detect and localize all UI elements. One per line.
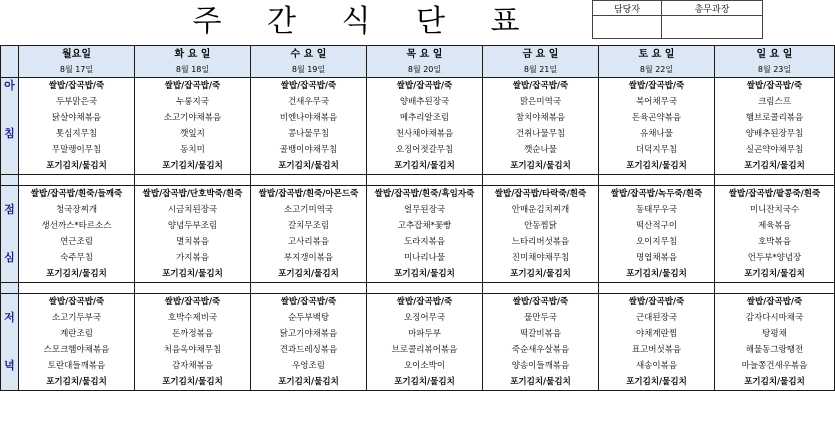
- menu-item: 포기김치/물김치: [19, 266, 135, 283]
- menu-item: 쌀밥/잡곡밥/죽: [367, 294, 483, 311]
- menu-item: 누룽지국: [135, 94, 251, 110]
- meal-label: [1, 294, 19, 311]
- menu-item: 떡산적구이: [599, 218, 715, 234]
- menu-item: 참치야채볶음: [483, 110, 599, 126]
- menu-item: 포기김치/물김치: [483, 374, 599, 391]
- menu-item: 마파두부: [367, 326, 483, 342]
- spacer-cell: [367, 175, 483, 186]
- signoff-header-manager: 담당자: [593, 1, 662, 16]
- menu-item: 포기김치/물김치: [135, 158, 251, 175]
- menu-item: 소고기야채볶음: [135, 110, 251, 126]
- menu-item: 도라지볶음: [367, 234, 483, 250]
- menu-item: 쌀밥/잡곡밥/죽: [367, 78, 483, 95]
- menu-item: 오징어무국: [367, 310, 483, 326]
- meal-label: [1, 326, 19, 342]
- menu-item: 양배추된장국: [367, 94, 483, 110]
- menu-item: 죽순새우살볶음: [483, 342, 599, 358]
- menu-item: 쌀밥/잡곡밥/흰죽/흑임자죽: [367, 186, 483, 203]
- spacer-cell: [19, 175, 135, 186]
- day-name-header: 수 요 일: [251, 46, 367, 64]
- spacer-cell: [599, 175, 715, 186]
- menu-item: 부지갱이볶음: [251, 250, 367, 266]
- menu-item: 청국장찌개: [19, 202, 135, 218]
- day-date-header: 8월 19일: [251, 63, 367, 78]
- menu-item: 해물동그랑땡전: [715, 342, 835, 358]
- menu-item: 호박볶음: [715, 234, 835, 250]
- menu-item: 연근조림: [19, 234, 135, 250]
- meal-label: [1, 218, 19, 234]
- menu-item: 햄브로콜리볶음: [715, 110, 835, 126]
- menu-item: 콩나물무침: [251, 126, 367, 142]
- menu-item: 오징어젓갈무침: [367, 142, 483, 158]
- menu-item: 포기김치/물김치: [599, 374, 715, 391]
- menu-item: 쌀밥/잡곡밥/죽: [19, 78, 135, 95]
- menu-item: 쌀밥/잡곡밥/죽: [483, 78, 599, 95]
- menu-item: 처음옥야채무침: [135, 342, 251, 358]
- meal-label: [1, 186, 19, 203]
- menu-item: 생선까스*타르소스: [19, 218, 135, 234]
- menu-item: 시금치된장국: [135, 202, 251, 218]
- menu-item: 건새우무국: [251, 94, 367, 110]
- spacer-cell: [715, 175, 835, 186]
- menu-item: 돈육곤약볶음: [599, 110, 715, 126]
- menu-item: 메추리알조림: [367, 110, 483, 126]
- spacer-cell: [367, 283, 483, 294]
- meal-label: [1, 234, 19, 250]
- spacer-cell: [251, 283, 367, 294]
- menu-item: 안동찜닭: [483, 218, 599, 234]
- menu-item: 쌀밥/잡곡밥/흰죽/아몬드죽: [251, 186, 367, 203]
- meal-label: 심: [1, 250, 19, 266]
- menu-item: 포기김치/물김치: [251, 374, 367, 391]
- menu-item: 양념두부조림: [135, 218, 251, 234]
- menu-item: 더덕지무침: [599, 142, 715, 158]
- menu-item: 포기김치/물김치: [599, 158, 715, 175]
- menu-item: 실곤약야채무침: [715, 142, 835, 158]
- day-name-header: 일 요 일: [715, 46, 835, 64]
- day-date-header: 8월 20일: [367, 63, 483, 78]
- spacer-cell: [483, 175, 599, 186]
- menu-item: 포기김치/물김치: [715, 266, 835, 283]
- menu-item: 안매운김치찌개: [483, 202, 599, 218]
- day-name-header: 화 요 일: [135, 46, 251, 64]
- menu-item: 쌀밥/잡곡밥/죽: [135, 78, 251, 95]
- meal-label: [1, 374, 19, 391]
- meal-label: 저: [1, 310, 19, 326]
- menu-item: 쌀밥/잡곡밥/단호박죽/흰죽: [135, 186, 251, 203]
- day-date-header: 8월 21일: [483, 63, 599, 78]
- menu-item: 멸치볶음: [135, 234, 251, 250]
- menu-item: 포기김치/물김치: [715, 158, 835, 175]
- menu-item: 양송이들깨볶음: [483, 358, 599, 374]
- menu-item: 호박수제비국: [135, 310, 251, 326]
- menu-item: 고추잡채*꽃빵: [367, 218, 483, 234]
- meal-label: 녁: [1, 358, 19, 374]
- menu-item: 탕평채: [715, 326, 835, 342]
- menu-item: 닭살야채볶음: [19, 110, 135, 126]
- menu-item: 쌀밥/잡곡밥/죽: [599, 78, 715, 95]
- menu-item: 포기김치/물김치: [135, 374, 251, 391]
- spacer-cell: [19, 283, 135, 294]
- meal-label: 침: [1, 126, 19, 142]
- menu-item: 비엔나야채볶음: [251, 110, 367, 126]
- menu-item: 우엉조림: [251, 358, 367, 374]
- menu-item: 돈까정볶음: [135, 326, 251, 342]
- menu-item: 감자다시마채국: [715, 310, 835, 326]
- menu-item: 떡갈비볶음: [483, 326, 599, 342]
- menu-item: 쌀밥/잡곡밥/팥콩죽/흰죽: [715, 186, 835, 203]
- menu-item: 유채나물: [599, 126, 715, 142]
- meal-label: [1, 142, 19, 158]
- spacer-cell: [599, 283, 715, 294]
- meal-label: [1, 175, 19, 186]
- menu-item: 쌀밥/잡곡밥/타락죽/흰죽: [483, 186, 599, 203]
- day-name-header: 토 요 일: [599, 46, 715, 64]
- corner-cell: [1, 63, 19, 78]
- menu-item: 얼무된장국: [367, 202, 483, 218]
- menu-item: 소고기미역국: [251, 202, 367, 218]
- spacer-cell: [715, 283, 835, 294]
- menu-item: 제육볶음: [715, 218, 835, 234]
- menu-item: 양배추된장무침: [715, 126, 835, 142]
- menu-item: 포기김치/물김치: [19, 374, 135, 391]
- menu-item: 쌀밥/잡곡밥/녹두죽/흰죽: [599, 186, 715, 203]
- menu-item: 느타리버섯볶음: [483, 234, 599, 250]
- menu-item: 물만두국: [483, 310, 599, 326]
- menu-item: 감자채볶음: [135, 358, 251, 374]
- menu-item: 포기김치/물김치: [483, 266, 599, 283]
- menu-item: 쌀밥/잡곡밥/죽: [599, 294, 715, 311]
- menu-item: 포기김치/물김치: [367, 158, 483, 175]
- menu-item: 쌀밥/잡곡밥/흰죽/들깨죽: [19, 186, 135, 203]
- menu-item: 미니잔치국수: [715, 202, 835, 218]
- menu-item: 오이지무침: [599, 234, 715, 250]
- menu-item: 숙주무침: [19, 250, 135, 266]
- menu-item: 포기김치/물김치: [367, 266, 483, 283]
- spacer-cell: [251, 175, 367, 186]
- signoff-box-director[interactable]: [662, 16, 763, 39]
- menu-item: 무말랭이무침: [19, 142, 135, 158]
- menu-item: 포기김치/물김치: [367, 374, 483, 391]
- menu-item: 북어채무국: [599, 94, 715, 110]
- day-date-header: 8월 22일: [599, 63, 715, 78]
- meal-label: 점: [1, 202, 19, 218]
- menu-item: 쌀밥/잡곡밥/죽: [715, 294, 835, 311]
- day-name-header: 금 요 일: [483, 46, 599, 64]
- weekly-menu-table: [0, 45, 835, 391]
- meal-label: [1, 94, 19, 110]
- menu-item: 명엽채볶음: [599, 250, 715, 266]
- menu-item: 동태무우국: [599, 202, 715, 218]
- menu-item: 골뱅이야채무침: [251, 142, 367, 158]
- menu-item: 토란대들깨볶음: [19, 358, 135, 374]
- menu-item: 표고버섯볶음: [599, 342, 715, 358]
- menu-item: 브로콜리볶어볶음: [367, 342, 483, 358]
- meal-label: [1, 342, 19, 358]
- corner-cell: [1, 46, 19, 64]
- menu-item: 포기김치/물김치: [483, 158, 599, 175]
- menu-item: 깻순나물: [483, 142, 599, 158]
- signoff-box: [592, 0, 763, 39]
- menu-item: 새송이볶음: [599, 358, 715, 374]
- menu-item: 쌀밥/잡곡밥/죽: [483, 294, 599, 311]
- meal-label: [1, 110, 19, 126]
- day-name-header: 목 요 일: [367, 46, 483, 64]
- signoff-header-director: 총무과장: [662, 1, 763, 16]
- menu-item: 쌀밥/잡곡밥/죽: [715, 78, 835, 95]
- menu-item: 언두부*양념장: [715, 250, 835, 266]
- menu-item: 포기김치/물김치: [19, 158, 135, 175]
- menu-item: 견과드레싱볶음: [251, 342, 367, 358]
- menu-item: 근대된장국: [599, 310, 715, 326]
- spacer-cell: [135, 283, 251, 294]
- menu-item: 쌀밥/잡곡밥/죽: [251, 294, 367, 311]
- menu-item: 가지볶음: [135, 250, 251, 266]
- menu-item: 소고기두부국: [19, 310, 135, 326]
- menu-item: 두부맑은국: [19, 94, 135, 110]
- menu-item: 쌀밥/잡곡밥/죽: [251, 78, 367, 95]
- menu-item: 미나리나물: [367, 250, 483, 266]
- menu-item: 갈치무조림: [251, 218, 367, 234]
- day-name-header: 월요일: [19, 46, 135, 64]
- menu-item: 포기김치/물김치: [251, 266, 367, 283]
- menu-item: 스모크햄야채볶음: [19, 342, 135, 358]
- day-date-header: 8월 18일: [135, 63, 251, 78]
- menu-item: 마늘쫑건새우볶음: [715, 358, 835, 374]
- menu-item: 고사리볶음: [251, 234, 367, 250]
- menu-item: 순두부백탕: [251, 310, 367, 326]
- menu-item: 크림스프: [715, 94, 835, 110]
- meal-label: [1, 283, 19, 294]
- menu-item: 동치미: [135, 142, 251, 158]
- menu-item: 계란조림: [19, 326, 135, 342]
- meal-label: [1, 266, 19, 283]
- menu-item: 진미채야채무침: [483, 250, 599, 266]
- meal-label: [1, 158, 19, 175]
- menu-item: 천사채야채볶음: [367, 126, 483, 142]
- menu-item: 닭고기야채볶음: [251, 326, 367, 342]
- menu-item: 건취나물무침: [483, 126, 599, 142]
- menu-item: 포기김치/물김치: [599, 266, 715, 283]
- menu-item: 오이소박이: [367, 358, 483, 374]
- menu-item: 맑은미역국: [483, 94, 599, 110]
- menu-item: 깻잎지: [135, 126, 251, 142]
- menu-item: 야채계란찜: [599, 326, 715, 342]
- day-date-header: 8월 23일: [715, 63, 835, 78]
- spacer-cell: [483, 283, 599, 294]
- day-date-header: 8월 17일: [19, 63, 135, 78]
- spacer-cell: [135, 175, 251, 186]
- menu-item: 톳심지무침: [19, 126, 135, 142]
- meal-label: 아: [1, 78, 19, 95]
- menu-item: 포기김치/물김치: [135, 266, 251, 283]
- menu-title: 주 간 식 단 표: [192, 4, 538, 39]
- menu-item: 쌀밥/잡곡밥/죽: [135, 294, 251, 311]
- signoff-box-manager[interactable]: [593, 16, 662, 39]
- menu-item: 쌀밥/잡곡밥/죽: [19, 294, 135, 311]
- menu-item: 포기김치/물김치: [715, 374, 835, 391]
- menu-item: 포기김치/물김치: [251, 158, 367, 175]
